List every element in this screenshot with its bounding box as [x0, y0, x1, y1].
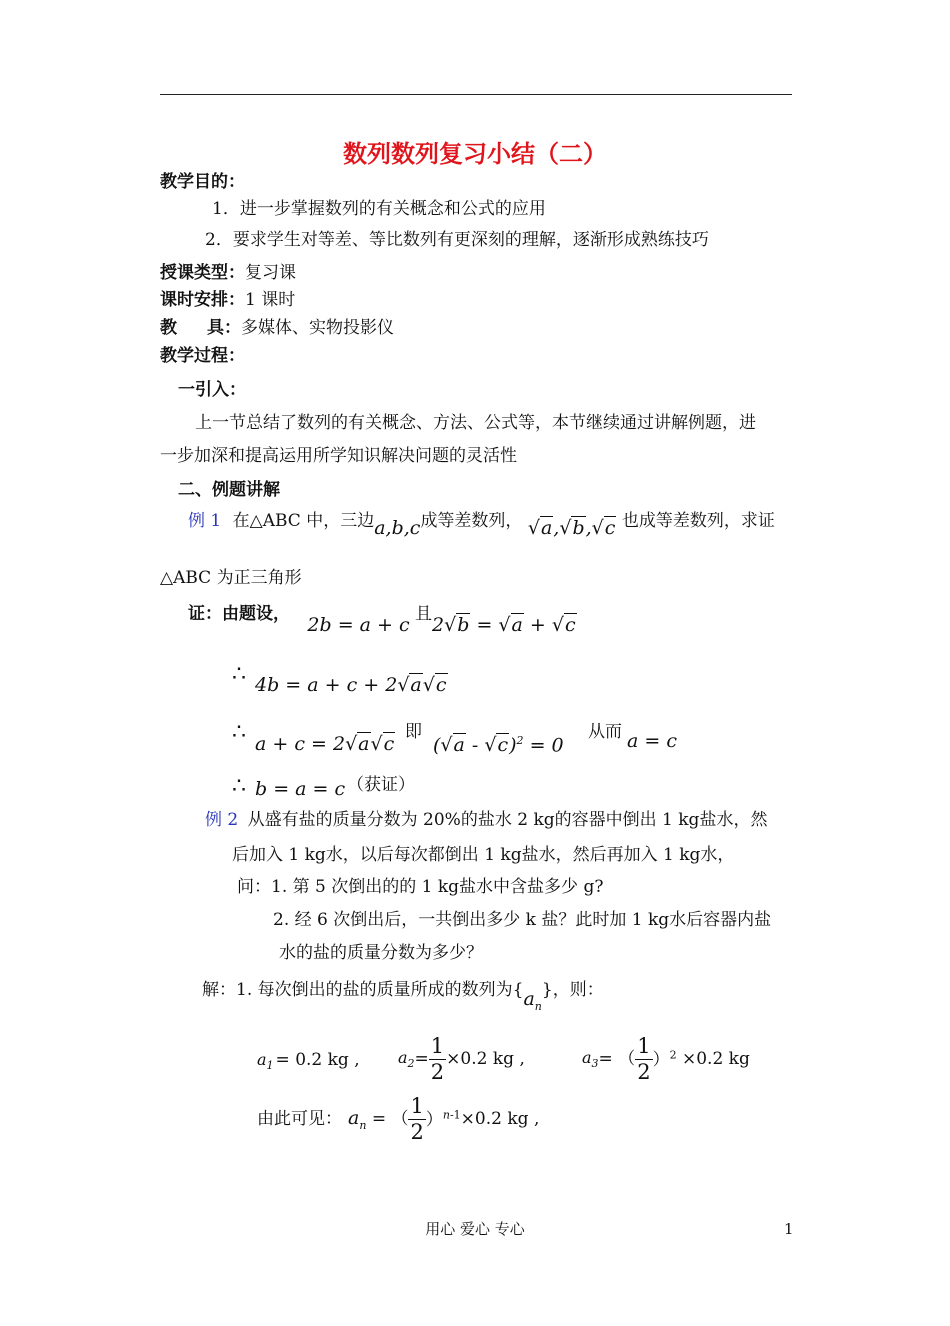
objective-heading: 教学目的： — [160, 172, 245, 192]
lesson-type — [160, 265, 296, 282]
schedule-value: 1 课时 — [245, 290, 296, 310]
objective-1: 1．进一步掌握数列的有关概念和公式的应用 — [212, 199, 546, 219]
example1-text-c: 也成等差数列，求证 — [621, 511, 775, 531]
page-title: 数列数列复习小结（二） — [343, 140, 607, 168]
therefore-2: ∴ — [232, 720, 246, 745]
example2-line-3: 问：1. 第 5 次倒出的的 1 kg盐水中含盐多少 g? — [237, 877, 604, 897]
proved-text: （获证） — [347, 775, 415, 795]
tools-label-2: 具： — [207, 318, 241, 338]
example1-text-a: 在△ABC 中，三边 — [232, 511, 375, 531]
solution-line-1: 解：1. 每次倒出的盐的质量所成的数列为$\{a_n\}$，则： — [202, 980, 604, 1013]
example1-vars: a,b,c — [374, 517, 421, 539]
tools-value: 多媒体、实物投影仪 — [241, 318, 394, 338]
proof-label: 证：由题设， — [188, 604, 290, 624]
example1-text-d: △ABC 为正三角形 — [160, 568, 302, 588]
example1-sqrt-list: √a,√b,√c — [527, 517, 616, 539]
general-term: 由此可见： $a_n$ = （ $\frac{1}{2}$ ）$^{n-1}$×0.2 kg , — [257, 1094, 540, 1144]
example2-line-4: 2. 经 6 次倒出后，一共倒出多少 k 盐？此时加 1 kg水后容器内盐 — [273, 910, 772, 930]
intro-line-1: 上一节总结了数列的有关概念、方法、公式等，本节继续通过讲解例题，进 — [195, 413, 756, 433]
example1-line — [188, 511, 775, 539]
example1-label: 例 1 — [188, 511, 222, 531]
eq3: a + c = 2√a√c — [255, 733, 395, 755]
tools — [160, 320, 394, 337]
therefore-1: ∴ — [232, 662, 246, 687]
intro-line-2: 一步加深和提高运用所学知识解决问题的灵活性 — [160, 446, 517, 466]
lesson-type-label: 授课类型： — [160, 263, 245, 283]
proof-line-1 — [188, 604, 577, 636]
eq4: (√a - √c)$^2$ = 0 — [433, 734, 564, 757]
eq1b: 2√b = √a + √c — [432, 614, 576, 636]
examples-heading: 二、例题讲解 — [178, 480, 280, 500]
process-heading: 教学过程： — [160, 346, 245, 366]
lesson-type-value: 复习课 — [245, 263, 296, 283]
intro-heading: 一引入： — [178, 380, 246, 400]
example1-text-b: 成等差数列， — [420, 511, 523, 531]
a1-term: $a_1 = 0.2$ kg , — [257, 1050, 360, 1073]
a3-term: $a_3=$ （ $\frac{1}{2}$ ）$^2$ ×0.2 kg — [582, 1034, 750, 1084]
and-text: 且 — [415, 604, 433, 624]
eq6: b = a = c — [255, 778, 346, 800]
congerner-text: 从而 — [588, 722, 622, 742]
page-number: 1 — [784, 1220, 794, 1238]
example2-line-2: 后加入 1 kg水，以后每次都倒出 1 kg盐水，然后再加入 1 kg水， — [232, 845, 735, 865]
ji-text: 即 — [405, 722, 422, 742]
example2-line-5: 水的盐的质量分数为多少？ — [279, 943, 483, 963]
therefore-3: ∴ — [232, 774, 246, 799]
schedule-label: 课时安排： — [160, 290, 245, 310]
eq2: 4b = a + c + 2√a√c — [255, 674, 447, 696]
example2-label: 例 2 — [205, 810, 239, 830]
example2-line-1: 例 2 从盛有盐的质量分数为 20%的盐水 2 kg的容器中倒出 1 kg盐水，然 — [205, 810, 768, 830]
header-rule — [160, 94, 792, 95]
tools-label-1: 教 — [160, 318, 177, 338]
objective-2: 2．要求学生对等差、等比数列有更深刻的理解，逐渐形成熟练技巧 — [205, 230, 709, 250]
footer-text: 用心 爱心 专心 — [425, 1220, 525, 1238]
a2-term: $a_2=$ $\frac{1}{2}$ ×0.2 kg , — [398, 1034, 525, 1084]
eq5: a = c — [627, 730, 677, 752]
schedule — [160, 292, 295, 309]
eq1: 2b = a + c — [307, 614, 410, 636]
